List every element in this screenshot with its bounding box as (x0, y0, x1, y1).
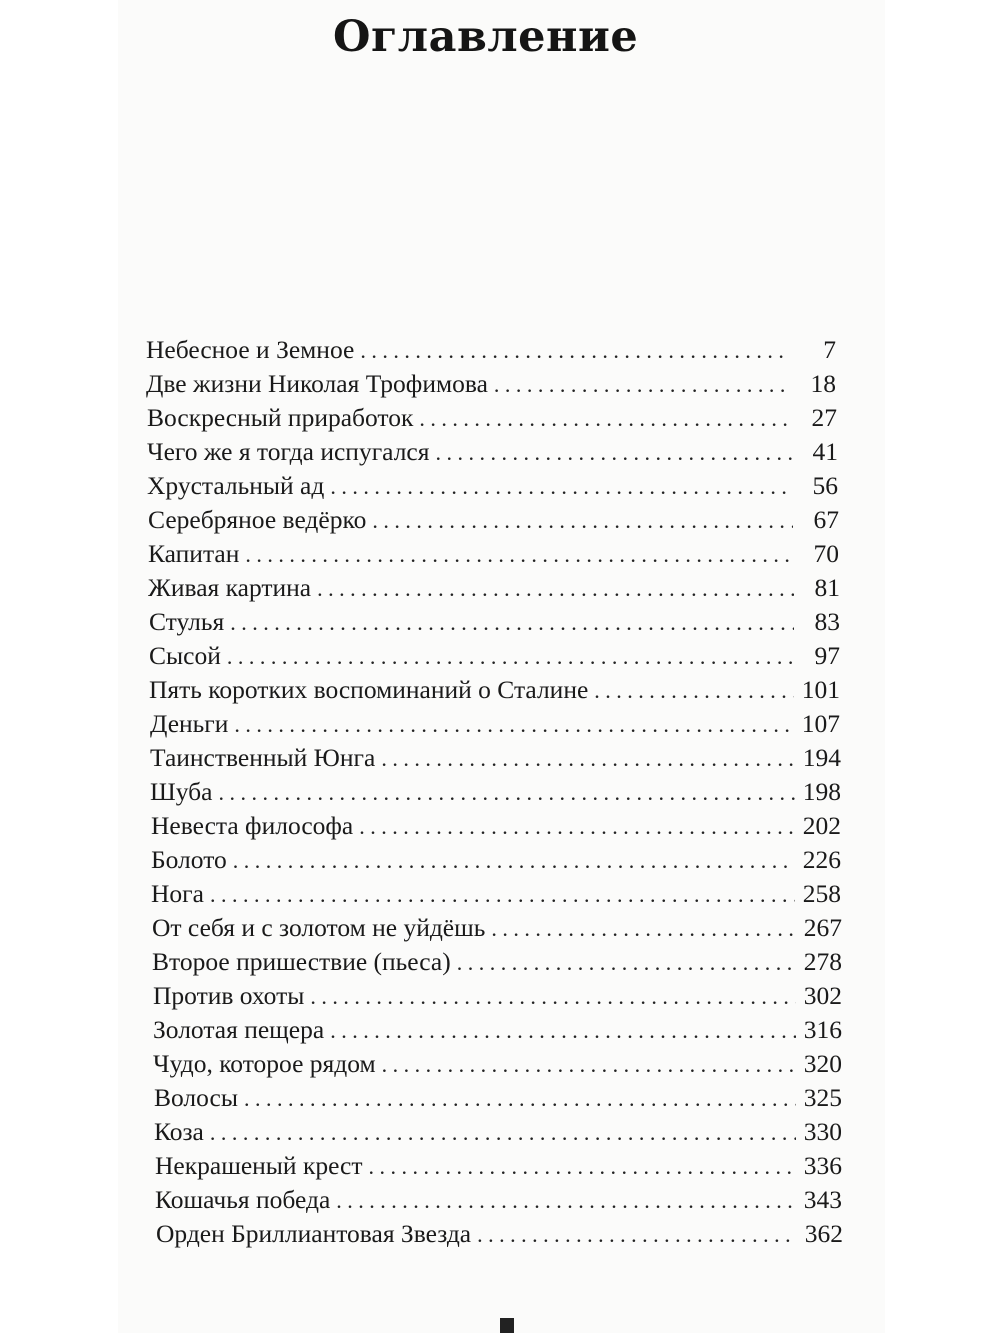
toc-entry-title: Золотая пещера (153, 1015, 325, 1044)
toc-entry-title: Против охоты (153, 981, 305, 1010)
toc-page-number: 316 (803, 1015, 842, 1044)
toc-dot-leader (317, 572, 794, 606)
toc-dot-leader (245, 538, 793, 572)
toc-dot-leader (435, 436, 792, 470)
toc-entry (147, 435, 838, 469)
toc-page-number: 198 (802, 777, 841, 806)
toc-dot-leader (310, 980, 796, 1014)
toc-entry (151, 809, 841, 843)
toc-entry (148, 571, 840, 605)
toc-entry (153, 1047, 842, 1081)
toc-page-number: 278 (803, 947, 842, 976)
toc-entry (146, 333, 836, 367)
toc-entry-title: Серебряное ведёрко (148, 505, 367, 534)
toc-dot-leader (330, 470, 792, 504)
toc-page-number: 336 (803, 1151, 842, 1180)
toc-entry-title: Кошачья победа (155, 1185, 331, 1214)
toc-page-number: 320 (803, 1049, 842, 1078)
toc-page-number: 258 (802, 879, 841, 908)
toc-entry (153, 1013, 842, 1047)
toc-dot-leader (244, 1082, 796, 1116)
toc-dot-leader (234, 708, 794, 742)
toc-page-number: 325 (803, 1083, 842, 1112)
toc-entry-title: Живая картина (148, 573, 312, 602)
toc-dot-leader (230, 606, 794, 640)
toc-entry (150, 707, 840, 741)
toc-dot-leader (227, 640, 794, 674)
toc-page-number: 97 (814, 641, 840, 670)
toc-entry (147, 401, 837, 435)
toc-dot-leader (457, 946, 796, 980)
toc-entry-title: От себя и с золотом не уйдёшь (152, 913, 486, 942)
toc-entry (149, 605, 840, 639)
toc-entry-title: Две жизни Николая Трофимова (146, 369, 488, 398)
toc-entry (150, 741, 841, 775)
toc-dot-leader (491, 912, 796, 946)
toc-page-number: 330 (803, 1117, 842, 1146)
toc-entry-title: Воскресный приработок (147, 403, 414, 432)
toc-entry (147, 469, 838, 503)
toc-dot-leader (419, 402, 791, 436)
toc-entry-title: Небесное и Земное (146, 335, 355, 364)
toc-entry (155, 1149, 842, 1183)
toc-page-number: 41 (812, 437, 838, 466)
toc-entry-title: Невеста философа (151, 811, 354, 840)
toc-page-number: 107 (801, 709, 840, 738)
toc-dot-leader (218, 776, 795, 810)
toc-dot-leader (330, 1014, 796, 1048)
toc-entry (151, 843, 841, 877)
toc-entry-title: Сысой (149, 641, 221, 670)
toc-dot-leader (336, 1184, 796, 1218)
toc-dot-leader (210, 1116, 796, 1150)
toc-entry (150, 775, 841, 809)
toc-page-number: 101 (801, 675, 840, 704)
toc-entry (148, 503, 839, 537)
toc-entry (156, 1217, 843, 1251)
toc-page-number: 67 (813, 505, 839, 534)
toc-entry-title: Шуба (150, 777, 213, 806)
toc-dot-leader (372, 504, 793, 538)
toc-page-number: 194 (802, 743, 841, 772)
toc-entry (154, 1081, 842, 1115)
toc-entry (151, 877, 841, 911)
toc-page-number: 343 (803, 1185, 842, 1214)
toc-entry (148, 537, 839, 571)
page-title: Оглавление (333, 12, 639, 62)
toc-entry-title: Орден Бриллиантовая Звезда (156, 1219, 472, 1248)
toc-entry (155, 1183, 842, 1217)
toc-page-number: 267 (803, 913, 842, 942)
toc-page-number: 70 (813, 539, 839, 568)
toc-dot-leader (381, 742, 795, 776)
toc-entry (153, 979, 842, 1013)
toc-page-number: 302 (803, 981, 842, 1010)
toc-entry-title: Второе пришествие (пьеса) (152, 947, 451, 976)
toc-page-number: 226 (802, 845, 841, 874)
toc-dot-leader (594, 674, 794, 708)
toc-entry-title: Капитан (148, 539, 240, 568)
toc-dot-leader (382, 1048, 796, 1082)
toc-dot-leader (210, 878, 795, 912)
toc-entry-title: Некрашеный крест (155, 1151, 363, 1180)
toc-entry-title: Болото (151, 845, 227, 874)
toc-page-number: 83 (814, 607, 840, 636)
toc-dot-leader (369, 1150, 797, 1184)
toc-page-number: 18 (810, 369, 836, 398)
toc-entry-title: Чудо, которое рядом (153, 1049, 376, 1078)
toc-entry (149, 673, 840, 707)
toc-entry-title: Деньги (150, 709, 229, 738)
toc-entry-title: Волосы (154, 1083, 238, 1112)
toc-page-number: 81 (814, 573, 840, 602)
toc-entry-title: Стулья (149, 607, 225, 636)
toc-page-number: 56 (812, 471, 838, 500)
toc-entry-title: Хрустальный ад (147, 471, 325, 500)
toc-entry-title: Нога (151, 879, 204, 908)
toc-entry-title: Коза (154, 1117, 204, 1146)
toc-entry-title: Пять коротких воспоминаний о Сталине (149, 675, 589, 704)
toc-entry (146, 367, 836, 401)
toc-entry (154, 1115, 842, 1149)
toc-dot-leader (494, 368, 790, 402)
toc-page-number: 7 (823, 335, 836, 364)
toc-entry-title: Таинственный Юнга (150, 743, 376, 772)
toc-entry (149, 639, 840, 673)
toc-dot-leader (477, 1218, 797, 1252)
toc-dot-leader (360, 334, 790, 368)
toc-page-number: 202 (802, 811, 841, 840)
toc-page-number: 362 (804, 1219, 843, 1248)
toc-entry (152, 945, 842, 979)
toc-entry-title: Чего же я тогда испугался (147, 437, 430, 466)
page-edge-mark (500, 1318, 514, 1333)
toc-dot-leader (359, 810, 795, 844)
toc-entry (152, 911, 842, 945)
toc-page-number: 27 (811, 403, 837, 432)
toc-dot-leader (233, 844, 795, 878)
